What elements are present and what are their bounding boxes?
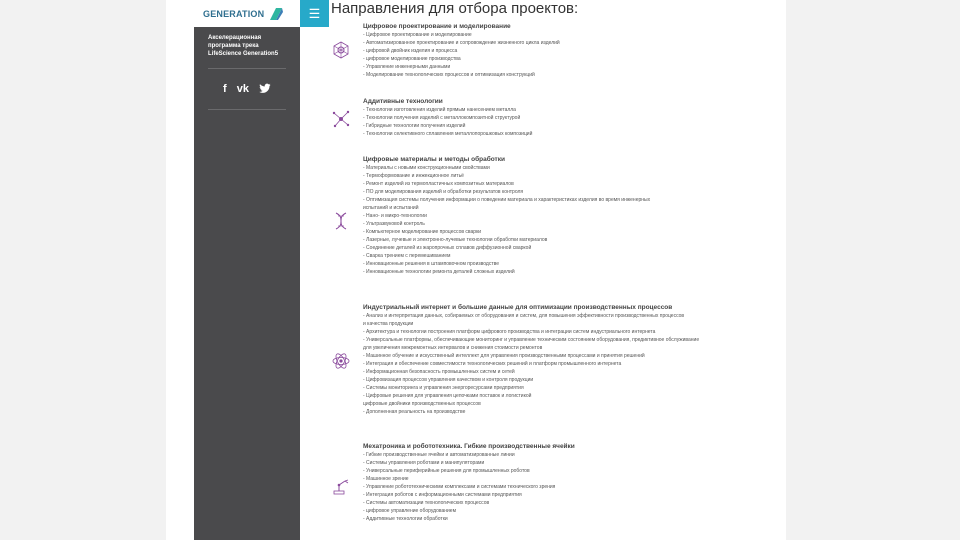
section-body — [363, 442, 783, 523]
list-item: для увеличения межремонтных интервалов и снижения стоимости ремонтов — [363, 345, 543, 351]
social-links — [194, 69, 300, 109]
list-item: - ПО для моделирования изделий и обработки результатов контроля — [363, 189, 524, 195]
list-item: - Инновационные решения в штамповочном производстве — [363, 261, 500, 267]
list-item: - Компьютерное моделирование процессов сварки — [363, 229, 482, 235]
molecule-branch-icon — [331, 109, 351, 129]
list-item: - Машинное обучение и искусственный интеллект для управления производственными процессами и принятия решений — [363, 353, 645, 359]
list-item: - Ультразвуковой контроль — [363, 221, 425, 227]
section-body — [363, 303, 783, 416]
list-item: - Гибридные технологии получения изделий — [363, 123, 466, 129]
list-item: - Соединение деталей из жаропрочных сплавов диффузионной сваркой — [363, 245, 532, 251]
list-item: - Ремонт изделий из термопластичных композитных материалов — [363, 181, 514, 187]
logo[interactable] — [194, 0, 300, 27]
list-item: - цифровое моделирование производства — [363, 56, 461, 62]
twitter-icon[interactable] — [259, 83, 271, 94]
list-item: - Системы управления роботами и манипуляторами — [363, 460, 485, 466]
dna-structure-icon — [331, 211, 351, 231]
robot-arm-icon — [331, 476, 351, 496]
list-item: - Моделирование технологических процессов и оптимизация конструкций — [363, 72, 535, 78]
section-title: Мехатроника и робототехника. Гибкие производственные ячейки — [363, 443, 575, 450]
section-title: Индустриальный интернет и большие данные для оптимизации производственных процессов — [363, 304, 673, 311]
list-item: - цифровое управление оборудованием — [363, 508, 457, 514]
list-item: - Управление робототехническими комплексами и системами технического зрения — [363, 484, 556, 490]
content-area — [329, 0, 786, 540]
sidebar — [194, 0, 300, 540]
section-body — [363, 155, 783, 276]
list-item: - Универсальные платформы, обеспечивающие мониторинг и управление техническим состоянием оборудования, предиктивное обслуживание — [363, 337, 700, 343]
list-item: - Универсальные периферийные решения для промышленных роботов — [363, 468, 530, 474]
list-item: - Информационная безопасность промышленных систем и сетей — [363, 369, 515, 375]
section-title: Цифровое проектирование и моделирование — [363, 23, 511, 30]
atom-network-icon — [331, 40, 351, 60]
list-item: - Автоматизированное проектирование и сопровождение жизненного цикла изделий — [363, 40, 560, 46]
list-item: - Управление инженерными данными — [363, 64, 451, 70]
list-item: цифровые двойники производственных процессов — [363, 401, 481, 407]
list-item: - Архитектура и технологии построения платформ цифрового производства и интеграции систем индустриального интернета — [363, 329, 656, 335]
list-item: - Интеграция роботов с информационными системами предприятия — [363, 492, 522, 498]
list-item: - Сварка трением с перемешиванием — [363, 253, 451, 259]
logo-text: GENERATION — [203, 8, 265, 19]
presentation-frame — [166, 0, 786, 540]
section-body — [363, 22, 783, 79]
list-item: - Технологии изготовления изделий прямым нанесением металла — [363, 107, 516, 113]
list-item: - Оптимизация системы получения информации о поведении материала и характеристиках изделия во время инженерных — [363, 197, 651, 203]
sidebar-divider — [208, 109, 286, 110]
list-item: - Системы автоматизации технологических процессов — [363, 500, 490, 506]
list-item: - Технологии селективного сплавления металлопорошковых композиций — [363, 131, 533, 137]
list-item: - цифровой двойник изделия и процесса — [363, 48, 458, 54]
program-line: программа трека — [208, 43, 259, 49]
list-item: - Инновационные технологии ремонта деталей сложных изделий — [363, 269, 515, 275]
list-item: - Машинное зрение — [363, 476, 409, 482]
list-item: - Аддитивные технологии обработки — [363, 516, 448, 522]
vk-icon[interactable]: vk — [236, 83, 249, 95]
section-title: Цифровые материалы и методы обработки — [363, 156, 505, 163]
list-item: испытаний и испытаний — [363, 205, 419, 211]
list-item: и качества продукции — [363, 321, 414, 327]
list-item: - Материалы с новыми конструкционными свойствами — [363, 165, 490, 171]
program-title — [194, 27, 300, 58]
list-item: - Нано- и микро-технологии — [363, 213, 427, 219]
list-item: - Анализ и интерпретация данных, собираемых от оборудования и систем, для повышения эффективности производственных процессов — [363, 313, 685, 319]
facebook-icon[interactable]: f — [223, 83, 227, 95]
list-item: - Цифровые решения для управления цепочками поставок и логистикой — [363, 393, 532, 399]
hamburger-icon: ☰ — [308, 5, 321, 21]
list-item: - Системы мониторинга и управления энергоресурсами предприятия — [363, 385, 524, 391]
page-title: Направления для отбора проектов: — [331, 0, 579, 17]
menu-button[interactable] — [300, 0, 329, 27]
list-item: - Лазерные, лучевые и электронно-лучевые технологии обработки материалов — [363, 237, 548, 243]
list-item: - Гибкие производственные ячейки и автоматизированные линии — [363, 452, 515, 458]
list-item: - Цифровизация процессов управления качеством и контроля продукции — [363, 377, 534, 383]
list-item: - Интеграция и обеспечение совместимости технологических решений и платформ промышленного интернета — [363, 361, 622, 367]
logo-mark-icon — [268, 6, 284, 22]
list-item: - Технологии получения изделий с металлокомпозитной структурой — [363, 115, 521, 121]
section-title: Аддитивные технологии — [363, 98, 443, 105]
program-line: Акселерационная — [208, 35, 262, 41]
atom-orbit-icon — [331, 351, 351, 371]
list-item: - Цифровое проектирование и моделирование — [363, 32, 472, 38]
section-body — [363, 97, 783, 138]
list-item: - Дополненная реальность на производстве — [363, 409, 466, 415]
program-line: LifeScience Generation5 — [208, 51, 279, 57]
list-item: - Термоформование и инжекционное литьё — [363, 173, 464, 179]
